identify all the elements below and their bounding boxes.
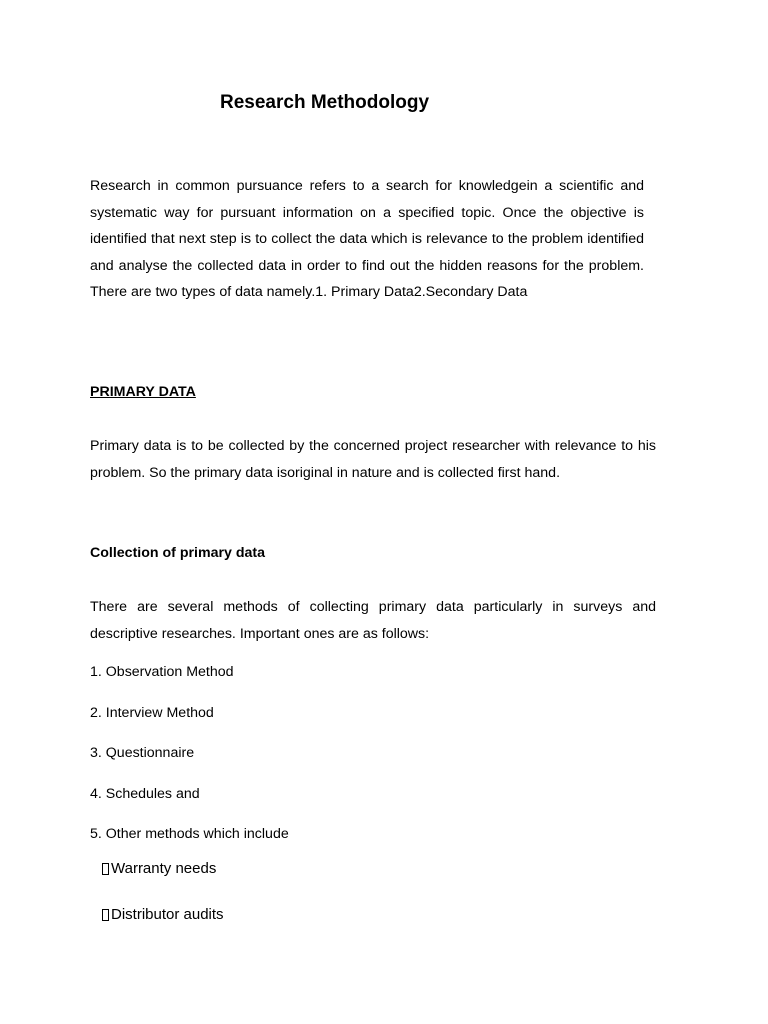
list-item: 4. Schedules and xyxy=(90,785,200,802)
collection-heading: Collection of primary data xyxy=(90,545,266,561)
methods-list xyxy=(90,662,289,865)
sub-list-item-label: Warranty needs xyxy=(111,860,217,877)
intro-paragraph: Research in common pursuance refers to a search for knowledgein a scientific and systematic way for pursuant information on a specified topic. Once the objective is identified that next step is to collect the data which is relevance to the problem identified and analyse the collected data in order to find out the hidden reasons for the problem. There are two types of data namely.1. Primary Data2.Secondary Data xyxy=(90,178,644,301)
missing-glyph-icon xyxy=(102,909,109,921)
other-methods-list xyxy=(102,846,224,938)
list-item: 2. Interview Method xyxy=(90,704,214,721)
list-item: 5. Other methods which include xyxy=(90,826,289,842)
sub-list-item xyxy=(102,892,224,938)
sub-list-item xyxy=(102,846,224,892)
list-item: 3. Questionnaire xyxy=(90,745,195,761)
sub-list-item-label: Distributor audits xyxy=(111,906,224,923)
missing-glyph-icon xyxy=(102,863,109,875)
document-title: Research Methodology xyxy=(220,92,430,113)
list-item: 1. Observation Method xyxy=(90,664,234,680)
methods-paragraph: There are several methods of collecting primary data particularly in surveys and descriptive researches. Important ones are as follows: xyxy=(90,599,656,642)
primary-data-heading: PRIMARY DATA xyxy=(90,384,196,400)
primary-data-paragraph: Primary data is to be collected by the concerned project researcher with relevance to his problem. So the primary data isoriginal in nature and is collected first hand. xyxy=(90,438,656,481)
